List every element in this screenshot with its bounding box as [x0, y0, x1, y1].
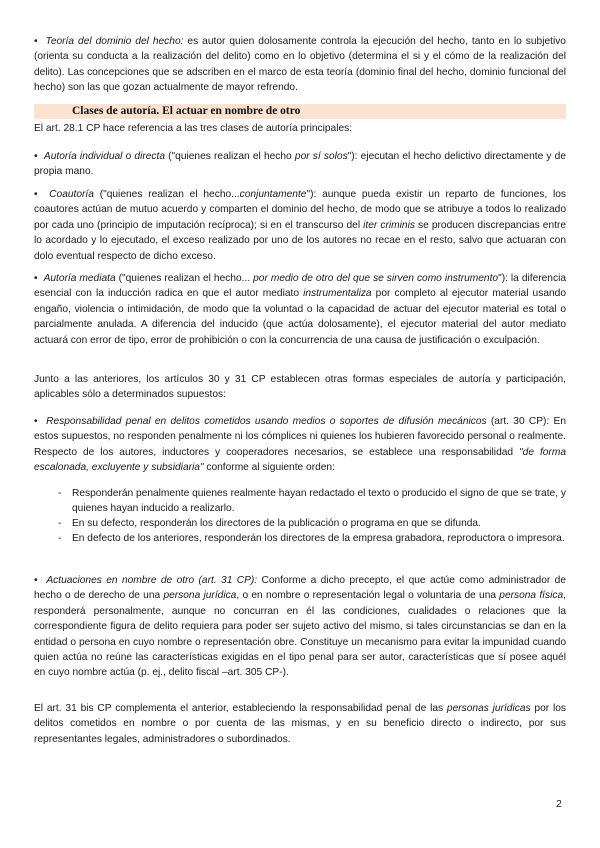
bullet-autoria-individual: • Autoría individual o directa ("quienes realizan el hecho por sí solos"): ejecutan el hecho delictivo directamente y de propia mano. — [34, 151, 567, 178]
intro-paragraph: El art. 28.1 CP hace referencia a las tres clases de autoría principales: — [34, 123, 353, 134]
page-number: 2 — [556, 798, 562, 810]
heading-title: Clases de autoría. El actuar en nombre de otro — [72, 105, 301, 117]
paragraph-art-31-bis: El art. 31 bis CP complementa el anterior, estableciendo la responsabilidad penal de las personas jurídicas por los delitos cometidos en nombre o por cuenta de las mismas, y en su beneficio directo o indirecto, por sus representantes legales, administradores o subordinados. — [34, 703, 566, 745]
paragraph-art-30-31: Junto a las anteriores, los artículos 30 y 31 CP establecen otras formas especiales de autoría y participación, aplicables sólo a determinados supuestos: — [34, 374, 566, 401]
bullet-coautoria: • Coautoría ("quienes realizan el hecho...conjuntamente"): aunque pueda existir un reparto de funciones, los coautores actúan de mutuo acuerdo y comparten el dominio del hecho, de modo que se atribuye a todos lo realizado por cada uno (principio de imputación recíproca); si en el transcurso del iter criminis se producen discrepancias entre lo acordado y lo ejecutado, el exceso realizado por uno de los autores no recae en el resto, salvo que actuaran con dolo eventual respecto de dicho exceso. — [34, 189, 567, 262]
bullet: • — [34, 36, 38, 47]
bullet-medios-difusion: • Responsabilidad penal en delitos cometidos usando medios o soportes de difusión mecánicos (art. 30 CP): En estos supuestos, no responden penalmente ni los cómplices ni quienes los hubieren favorecido personal o realmente. Respecto de los autores, inductores y cooperadores necesarios, se establece una responsabilidad "de forma escalonada, excluyente y subsidiaria" conforme al siguiente orden: — [34, 416, 567, 474]
bullet-autoria-mediata: • Autoría mediata ("quienes realizan el hecho... por medio de otro del que se sirven como instrumento"): la diferencia esencial con la inducción radica en que el autor mediato instrumentaliza por completo al ejecutor material usando engaño, violencia o intimidación, de modo que la voluntad o la capacidad de actuar del ejecutor material es total o parcialmente anulada. A diferencia del inducido (que actúa dolosamente), el ejecutor material del autor mediato actuará con error de tipo, error de prohibición o con la concurrencia de una causa de justificación o exculpación. — [34, 273, 566, 346]
term: Teoría del dominio del hecho: — [45, 36, 184, 47]
paragraph-teoria-dominio: • Teoría del dominio del hecho: es autor quien dolosamente controla la ejecución del hecho, tanto en lo subjetivo (orienta su conducta a la realización del delito) como en lo objetivo (determina el si y el cómo de la realización del delito). Las concepciones que se adscriben en el marco de esta teoría (dominio final del hecho, dominio funcional del hecho) son las que gozan actualmente de mayor refrendo. — [34, 36, 566, 94]
section-heading — [34, 104, 566, 119]
bullet-actuaciones-nombre-otro: • Actuaciones en nombre de otro (art. 31 CP): Conforme a dicho precepto, el que actúe como administrador de hecho o de derecho de una persona jurídica, o en nombre o representación legal o voluntaria de una persona física, responderá personalmente, aunque no concurran en él las condiciones, cualidades o relaciones que la correspondiente figura de delito requiera para poder ser sujeto activo del mismo, si tales circunstancias se dan en la entidad o persona en cuyo nombre o representación obre. Constituye un mecanismo para evitar la impunidad cuando quien actúa no reúne las características exigidas en el tipo penal para ser autor, características que sí posee aquél en cuyo nombre actúa (p. ej., delito fiscal –art. 305 CP-). — [34, 575, 566, 679]
